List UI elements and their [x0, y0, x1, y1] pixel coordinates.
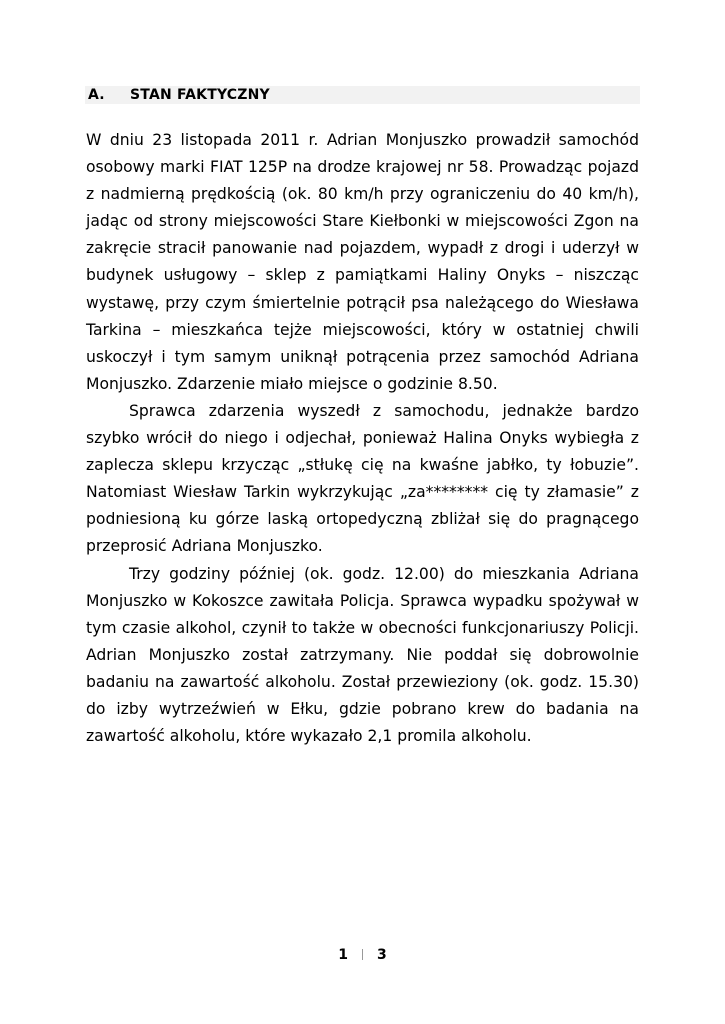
- paragraph-arrest: Trzy godziny później (ok. godz. 12.00) do mieszkania Adriana Monjuszko w Kokoszce zawitała Policja. Sprawca wypadku spożywał w tym czasie alkohol, czynił to także w obecności funkcjonariuszy Policji. Adrian Monjuszko został zatrzymany. Nie poddał się dobrowolnie badaniu na zawartość alkoholu. Został przewieziony (ok. godz. 15.30) do izby wytrzeźwień w Ełku, gdzie pobrano krew do badania na zawartość alkoholu, które wykazało 2,1 promila alkoholu.: [86, 564, 639, 746]
- page-separator: [362, 949, 363, 960]
- section-letter: A.: [88, 87, 105, 103]
- paragraph-escape: Sprawca zdarzenia wyszedł z samochodu, jednakże bardzo szybko wrócił do niego i odjechał, ponieważ Halina Onyks wybiegła z zaplecza sklepu krzycząc „stłukę cię na kwaśne jabłko, ty łobuzie”. Natomiast Wiesław Tarkin wykrzykując „za******** cię ty złamasie” z podniesioną ku górze laską ortopedyczną zbliżał się do pragnącego przeprosić Adriana Monjuszko.: [86, 401, 639, 556]
- section-title: STAN FAKTYCZNY: [130, 87, 270, 103]
- paragraph-incident: W dniu 23 listopada 2011 r. Adrian Monjuszko prowadził samochód osobowy marki FIAT 125P na drodze krajowej nr 58. Prowadząc pojazd z nadmierną prędkością (ok. 80 km/h przy ograniczeniu do 40 km/h), jadąc od strony miejscowości Stare Kiełbonki w miejscowości Zgon na zakręcie stracił panowanie nad pojazdem, wypadł z drogi i uderzył w budynek usługowy – sklep z pamiątkami Haliny Onyks – niszcząc wystawę, przy czym śmiertelnie potrącił psa należącego do Wiesława Tarkina – mieszkańca tejże miejscowości, który w ostatniej chwili uskoczył i tym samym uniknął potrącenia przez samochód Adriana Monjuszko. Zdarzenie miało miejsce o godzinie 8.50.: [86, 131, 639, 393]
- page-footer: [0, 946, 725, 964]
- page-number: 1: [338, 947, 348, 963]
- page-total: 3: [377, 947, 387, 963]
- document-body: [86, 127, 639, 750]
